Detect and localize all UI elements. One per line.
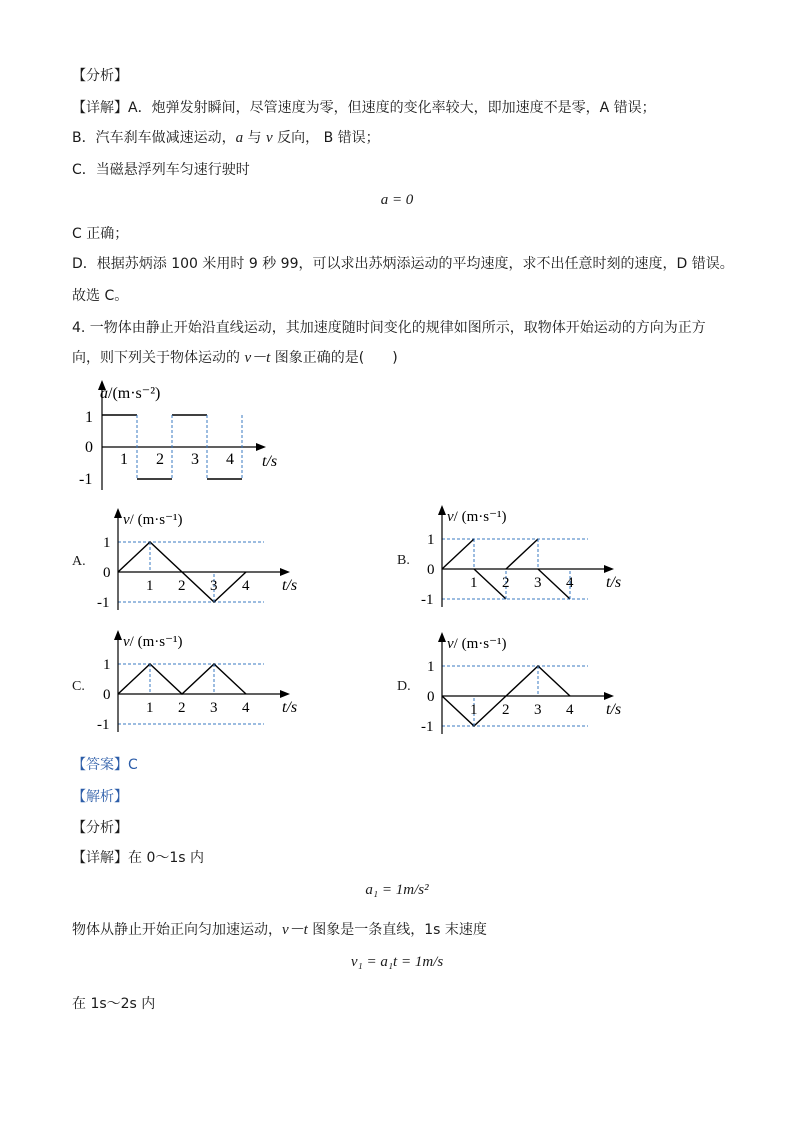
a-ytick-1: 1 [85,409,93,426]
opt-b-xtick: 2 [502,575,510,591]
opt-c-v-line [118,664,246,694]
motion-post: 图象是一条直线，1s 末速度 [307,922,487,938]
opt-d-ytick: -1 [421,719,434,735]
a-ytick-0: 0 [85,439,93,456]
opt-d-ylabel: v/ (m·s⁻¹) [447,636,507,652]
opt-b-x-arrow [604,565,614,573]
opt-c-xtick: 2 [178,700,186,716]
option-b-label[interactable]: B. [397,553,410,568]
opt-d-xtick: 4 [566,702,574,718]
detail-c: C．当磁悬浮列车匀速行驶时 [72,162,250,178]
q4-pre: 向，则下列关于物体运动的 [72,350,245,366]
opt-a-xtick: 1 [146,578,154,594]
opt-c-ytick: 0 [103,687,111,703]
opt-c-y-arrow [114,630,122,640]
opt-b-v-segment [506,539,538,569]
opt-d-ytick: 1 [427,659,435,675]
opt-c-x-arrow [280,690,290,698]
opt-c-xtick: 4 [242,700,250,716]
motion-vt: v－t [282,922,308,938]
acceleration-graph [70,378,300,498]
motion-description [72,920,487,940]
equation-a-zero: a = 0 [380,192,414,208]
detail-0-1s: 【详解】在 0～1s 内 [72,850,205,866]
opt-a-ytick: -1 [97,595,110,611]
detail-b [72,128,380,148]
opt-d-ytick: 0 [427,689,435,705]
option-c-label[interactable]: C. [72,679,85,694]
opt-c-xtick: 3 [210,700,218,716]
opt-d-xlabel: t/s [606,701,622,718]
detail-a: 【详解】A．炮弹发射瞬间，尽管速度为零，但速度的变化率较大，即加速度不是零，A 错误； [72,100,656,116]
opt-a-xtick: 4 [242,578,250,594]
option-b-graph[interactable] [420,503,640,611]
a-x-arrow [256,443,266,451]
explanation-heading: 【解析】 [72,789,128,805]
a-xtick-2: 2 [156,451,164,468]
detail-1-2s: 在 1s～2s 内 [72,996,156,1012]
choose-c: 故选 C。 [72,288,129,304]
opt-b-ytick: 0 [427,562,435,578]
a-xtick-1: 1 [120,451,128,468]
detail-b-text1: B．汽车刹车做减速运动， [72,130,236,146]
option-c-graph[interactable] [96,628,316,736]
opt-b-v-segment [442,539,474,569]
equation-a1: a₁ = 1m/s² [365,882,429,898]
option-d-graph[interactable] [420,630,640,738]
a-ylabel: a/(m·s⁻²) [100,385,161,402]
opt-c-ylabel: v/ (m·s⁻¹) [123,634,183,650]
a-xtick-4: 4 [226,451,234,468]
option-a-label[interactable]: A. [72,554,86,569]
question-4-line2 [72,348,398,368]
option-d-label[interactable]: D. [397,679,411,694]
motion-pre: 物体从静止开始正向匀加速运动， [72,922,282,938]
answer: 【答案】C [72,757,138,773]
opt-c-xlabel: t/s [282,699,298,716]
opt-b-ytick: 1 [427,532,435,548]
opt-b-xtick: 4 [566,575,574,591]
question-4-line1: 4. 一物体由静止开始沿直线运动，其加速度随时间变化的规律如图所示，取物体开始运动的方向为正方 [72,320,706,336]
symbol-v: v [266,130,273,146]
opt-a-xtick: 2 [178,578,186,594]
opt-a-ylabel: v/ (m·s⁻¹) [123,512,183,528]
analysis-heading-2: 【分析】 [72,820,128,836]
opt-d-xtick: 2 [502,702,510,718]
opt-b-xtick: 1 [470,575,478,591]
q4-vt: v－t [244,350,271,366]
opt-b-xlabel: t/s [606,574,622,591]
opt-a-y-arrow [114,508,122,518]
opt-c-ytick: -1 [97,717,110,733]
opt-d-x-arrow [604,692,614,700]
opt-c-ytick: 1 [103,657,111,673]
detail-b-text3: 反向， B 错误； [272,130,380,146]
analysis-heading: 【分析】 [72,68,128,84]
opt-b-ylabel: v/ (m·s⁻¹) [447,509,507,525]
opt-a-xtick: 3 [210,578,218,594]
a-xtick-3: 3 [191,451,199,468]
equation-v1: v₁ = a₁t = 1m/s [350,954,444,970]
detail-b-text2: 与 [243,130,267,146]
opt-a-xlabel: t/s [282,577,298,594]
c-correct: C 正确； [72,226,129,242]
a-ytick-neg1: -1 [79,471,93,488]
opt-a-x-arrow [280,568,290,576]
opt-a-ytick: 0 [103,565,111,581]
opt-b-y-arrow [438,505,446,515]
opt-b-xtick: 3 [534,575,542,591]
symbol-a: a [235,130,244,146]
opt-c-xtick: 1 [146,700,154,716]
a-xlabel: t/s [262,453,278,470]
opt-d-y-arrow [438,632,446,642]
detail-d: D．根据苏炳添 100 米用时 9 秒 99，可以求出苏炳添运动的平均速度，求不出任意时刻的速度，D 错误。 [72,256,734,272]
opt-d-xtick: 1 [470,702,478,718]
opt-d-xtick: 3 [534,702,542,718]
q4-post: 图象正确的是( ) [270,350,398,366]
opt-b-ytick: -1 [421,592,434,608]
option-a-graph[interactable] [96,506,316,614]
opt-a-ytick: 1 [103,535,111,551]
